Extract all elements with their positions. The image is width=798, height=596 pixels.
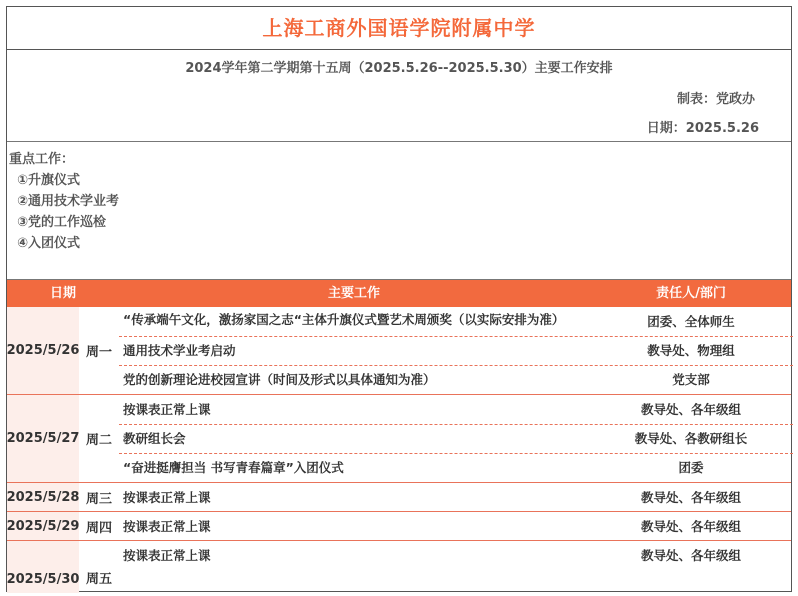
work-item: 按课表正常上课 bbox=[123, 490, 211, 505]
responsible-dept: 教导处、各年级组 bbox=[640, 402, 741, 417]
school-title: 上海工商外国语学院附属中学 bbox=[7, 7, 791, 50]
table-row bbox=[119, 365, 793, 394]
day-date: 2025/5/29 bbox=[7, 512, 79, 540]
work-item: 按课表正常上课 bbox=[123, 402, 211, 417]
key-work-item: ①升旗仪式 bbox=[17, 173, 81, 188]
day-group bbox=[7, 483, 791, 512]
work-item: 党的创新理论进校园宣讲（时间及形式以具体通知为准） bbox=[123, 372, 436, 387]
table-row bbox=[119, 512, 793, 540]
work-item: “奋进挺膺担当 书写青春篇章”入团仪式 bbox=[123, 460, 344, 475]
divider bbox=[7, 141, 791, 142]
table-row bbox=[119, 453, 793, 482]
day-weekday: 周二 bbox=[85, 433, 112, 448]
work-item: 按课表正常上课 bbox=[123, 519, 211, 534]
table-row bbox=[119, 541, 793, 570]
day-group bbox=[7, 395, 791, 483]
day-date: 2025/5/27 bbox=[7, 395, 79, 482]
responsible-dept: 教导处、各年级组 bbox=[640, 490, 741, 505]
responsible-dept: 教导处、物理组 bbox=[647, 343, 735, 358]
responsible-dept: 教导处、各教研组长 bbox=[634, 431, 748, 446]
key-work-item: ③党的工作巡检 bbox=[17, 215, 107, 230]
responsible-dept: 团委、全体师生 bbox=[647, 314, 735, 329]
work-item: 按课表正常上课 bbox=[123, 548, 211, 563]
key-work-section bbox=[9, 149, 119, 254]
work-item: 教研组长会 bbox=[123, 431, 186, 446]
table-row bbox=[119, 336, 793, 366]
table-row bbox=[119, 395, 793, 425]
table-row bbox=[119, 483, 793, 511]
schedule-sheet bbox=[6, 6, 792, 592]
table-header bbox=[7, 280, 791, 307]
day-group bbox=[7, 307, 791, 395]
day-weekday: 周三 bbox=[85, 491, 112, 507]
key-work-item: ④入团仪式 bbox=[17, 236, 81, 251]
header-responsible: 责任人/部门 bbox=[656, 286, 726, 301]
schedule-subtitle: 2024学年第二学期第十五周（2025.5.26--2025.5.30）主要工作安排 bbox=[185, 61, 613, 76]
responsible-dept: 党支部 bbox=[672, 372, 710, 387]
table-row bbox=[119, 307, 793, 337]
day-date: 2025/5/28 bbox=[7, 483, 79, 511]
header-work: 主要工作 bbox=[327, 286, 380, 301]
day-weekday: 周五 bbox=[85, 572, 112, 587]
work-item: “传承端午文化，激扬家国之志“主体升旗仪式暨艺术周颁奖（以实际安排为准） bbox=[123, 312, 565, 327]
responsible-dept: 教导处、各年级组 bbox=[640, 519, 741, 534]
day-date: 2025/5/26 bbox=[7, 307, 79, 394]
responsible-dept: 教导处、各年级组 bbox=[640, 548, 741, 563]
work-item: 通用技术学业考启动 bbox=[123, 343, 236, 358]
day-group bbox=[7, 512, 791, 541]
responsible-dept: 团委 bbox=[678, 460, 704, 475]
header-date: 日期 bbox=[49, 286, 76, 301]
date-label: 日期：2025.5.26 bbox=[646, 121, 759, 136]
day-weekday: 周四 bbox=[85, 520, 112, 536]
maker-label: 制表：党政办 bbox=[676, 92, 755, 107]
key-work-item: ②通用技术学业考 bbox=[17, 194, 120, 209]
day-weekday: 周一 bbox=[85, 345, 112, 360]
table-row bbox=[119, 424, 793, 454]
day-group bbox=[7, 541, 791, 593]
day-date: 2025/5/30 bbox=[7, 541, 79, 593]
key-work-heading: 重点工作： bbox=[9, 152, 75, 167]
